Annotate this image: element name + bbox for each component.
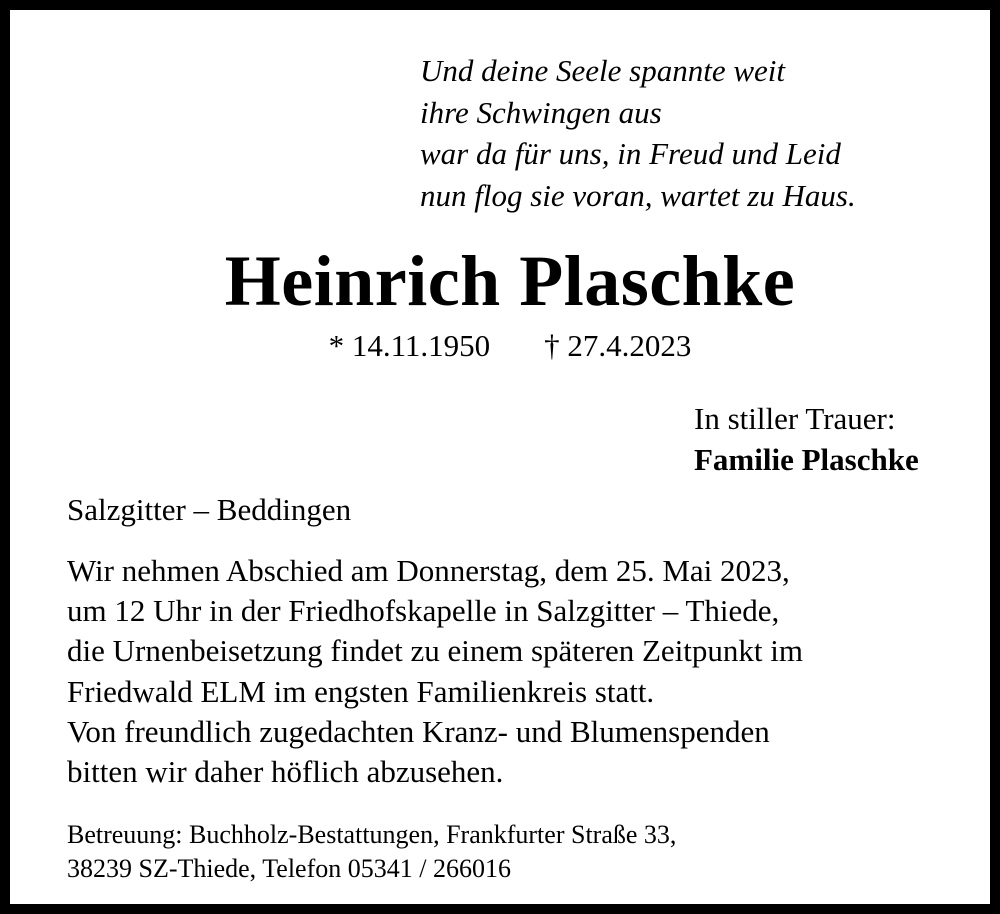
mourning-family: Familie Plaschke [694, 442, 919, 477]
care-line-2: 38239 SZ-Thiede, Telefon 05341 / 266016 [67, 854, 511, 883]
care-line-1: Betreuung: Buchholz-Bestattungen, Frankfurter Straße 33, [67, 820, 677, 849]
announcement-line-1: Wir nehmen Abschied am Donnerstag, dem 25. Mai 2023, [67, 553, 790, 588]
announcement-line-4: Friedwald ELM im engsten Familienkreis statt. [67, 673, 655, 709]
announcement-line-5: Von freundlich zugedachten Kranz- und Blumenspenden [67, 713, 770, 749]
poem-line-3: war da für uns, in Freud und Leid [420, 136, 841, 171]
poem [420, 50, 980, 216]
announcement-text [67, 551, 967, 792]
mourning-intro: In stiller Trauer: [694, 401, 896, 436]
mourning-block [694, 398, 994, 480]
announcement-line-2: um 12 Uhr in der Friedhofskapelle in Salzgitter – Thiede, [67, 593, 780, 629]
death-date: † 27.4.2023 [544, 328, 692, 363]
poem-line-4: nun flog sie voran, wartet zu Haus. [420, 177, 856, 213]
funeral-home-info [67, 818, 967, 886]
poem-line-1: Und deine Seele spannte weit [420, 53, 786, 88]
announcement-line-3: die Urnenbeisetzung findet zu einem späteren Zeitpunkt im [67, 633, 804, 669]
birth-date: * 14.11.1950 [328, 328, 491, 363]
place-name: Salzgitter – Beddingen [67, 492, 352, 527]
life-dates [10, 326, 1000, 366]
deceased-name: Heinrich Plaschke [224, 241, 796, 321]
announcement-line-6: bitten wir daher höflich abzusehen. [67, 754, 504, 790]
poem-line-2: ihre Schwingen aus [420, 94, 662, 130]
